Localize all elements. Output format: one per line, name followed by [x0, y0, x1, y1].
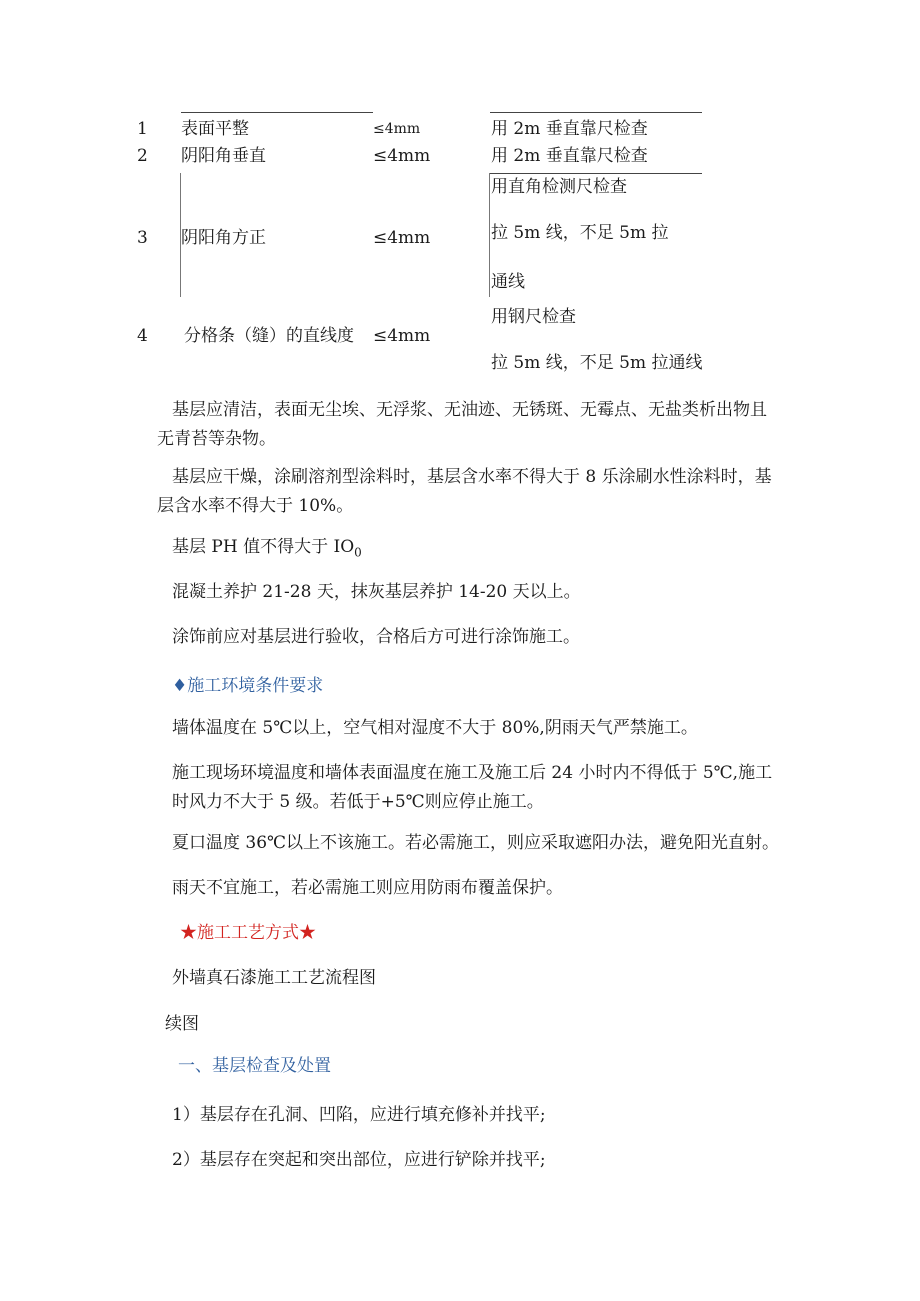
- list-item: 2）基层存在突起和突出部位，应进行铲除并找平;: [172, 1150, 546, 1170]
- paragraph: 混凝土养护 21-28 天，抹灰基层养护 14-20 天以上。: [172, 582, 581, 602]
- paragraph-continuation: [157, 492, 353, 521]
- paragraph: 涂饰前应对基层进行验收，合格后方可进行涂饰施工。: [172, 627, 580, 647]
- table-rule: [490, 112, 702, 113]
- check-method: 用直角检测尺检查: [491, 177, 627, 197]
- check-method: 用钢尺检查: [491, 307, 576, 327]
- check-method: 拉 5m 线，不足 5m 拉: [491, 223, 669, 243]
- paragraph: [172, 396, 767, 425]
- paragraph-line: 层含水率不得大于 10%。: [157, 496, 354, 516]
- tolerance: ≤4mm: [373, 146, 431, 166]
- section-heading: ★施工工艺方式★: [180, 923, 316, 943]
- list-item: 1）基层存在孔洞、凹陷，应进行填充修补并找平;: [172, 1105, 546, 1125]
- paragraph: 夏口温度 36℃以上不该施工。若必需施工，则应采取遮阳办法，避免阳光直射。: [172, 833, 780, 853]
- row-number: 1: [137, 119, 148, 139]
- row-number: 4: [137, 326, 148, 346]
- section-heading: ♦施工环境条件要求: [172, 676, 324, 696]
- item-name: 表面平整: [181, 119, 249, 139]
- subscript: 0: [354, 545, 362, 560]
- tolerance: ≤4mm: [373, 121, 421, 137]
- tolerance: ≤4mm: [373, 326, 431, 346]
- table-rule: [489, 173, 490, 297]
- paragraph: [172, 533, 362, 567]
- table-rule: [181, 112, 373, 113]
- check-method: 通线: [491, 272, 525, 292]
- paragraph-line: 无青苔等杂物。: [157, 429, 276, 449]
- tolerance: ≤4mm: [373, 228, 431, 248]
- check-method: 用 2m 垂直靠尺检查: [491, 119, 648, 139]
- item-name: 阴阳角方正: [181, 228, 266, 248]
- paragraph-continuation: [157, 425, 276, 454]
- paragraph-line: 基层应干燥，涂刷溶剂型涂料时，基层含水率不得大于 8 乐涂刷水性涂料时，基: [172, 467, 772, 487]
- paragraph-line: 基层 PH 值不得大于 IO: [172, 537, 355, 557]
- paragraph-line: 基层应清洁，表面无尘埃、无浮浆、无油迹、无锈斑、无霉点、无盐类析出物且: [172, 400, 767, 420]
- table-rule: [490, 173, 702, 174]
- paragraph: [172, 463, 772, 492]
- paragraph: 续图: [165, 1014, 199, 1034]
- item-name: 分格条（缝）的直线度: [184, 326, 354, 346]
- subsection-heading: 一、基层检查及处置: [178, 1056, 331, 1076]
- item-name: 阴阳角垂直: [181, 146, 266, 166]
- row-number: 2: [137, 146, 148, 166]
- paragraph: [172, 759, 772, 788]
- paragraph: 墙体温度在 5℃以上，空气相对湿度不大于 80%,阴雨天气严禁施工。: [172, 718, 698, 738]
- paragraph-line: 时风力不大于 5 级。若低于+5℃则应停止施工。: [172, 792, 544, 812]
- check-method: 用 2m 垂直靠尺检查: [491, 146, 648, 166]
- paragraph-continuation: [172, 788, 544, 817]
- paragraph: 雨天不宜施工，若必需施工则应用防雨布覆盖保护。: [172, 878, 563, 898]
- paragraph-line: 施工现场环境温度和墙体表面温度在施工及施工后 24 小时内不得低于 5℃,施工: [172, 763, 773, 783]
- paragraph: 外墙真石漆施工工艺流程图: [172, 968, 376, 988]
- row-number: 3: [137, 228, 148, 248]
- check-method: 拉 5m 线，不足 5m 拉通线: [491, 353, 703, 373]
